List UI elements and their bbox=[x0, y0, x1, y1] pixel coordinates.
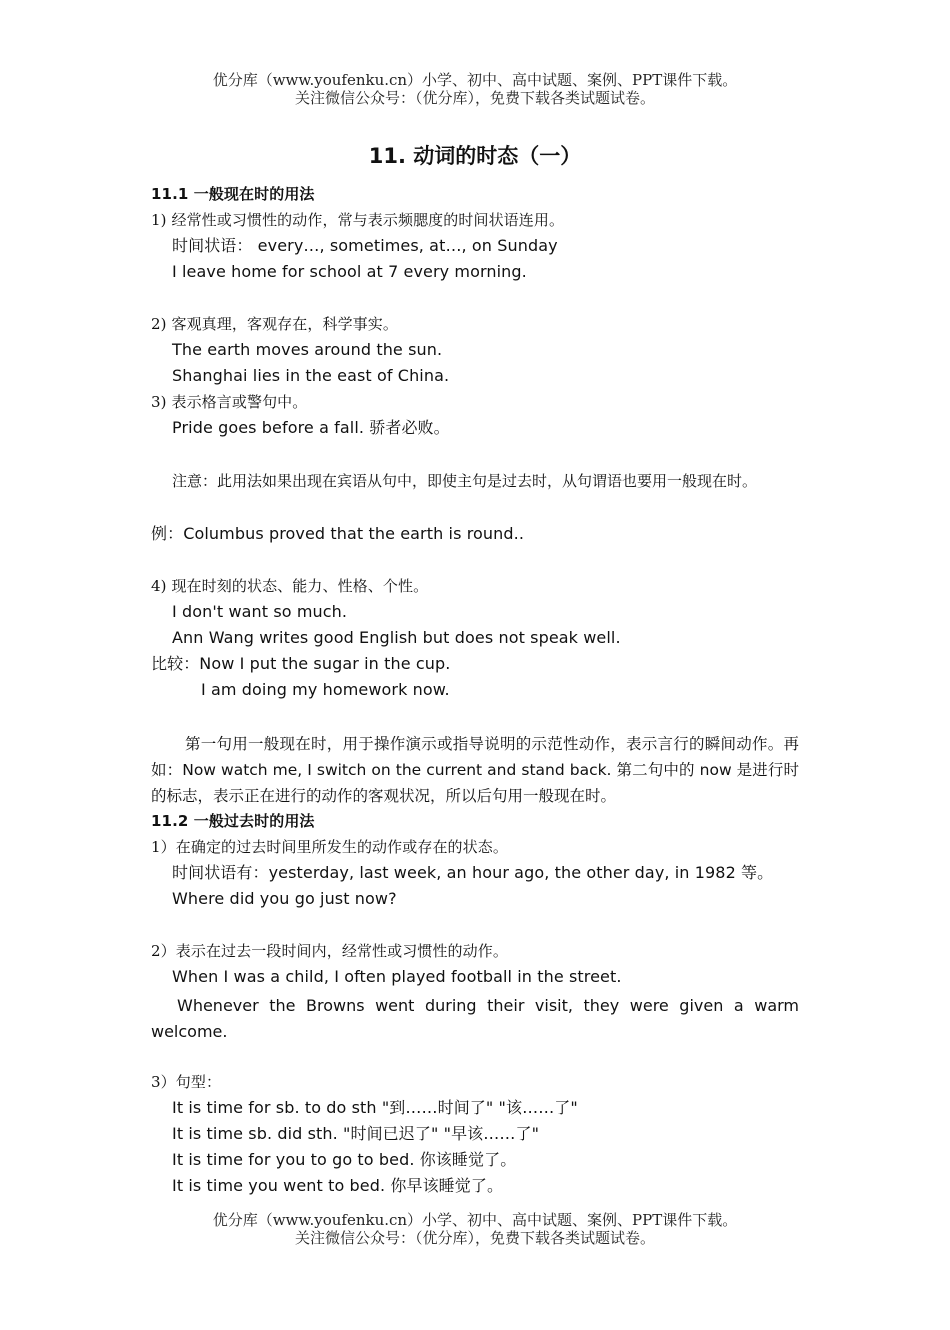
past-rule-1-label: 1）在确定的过去时间里所发生的动作或存在的状态。 bbox=[151, 838, 508, 856]
footer-line-1: 优分库（www.youfenku.cn）小学、初中、高中试题、案例、PPT课件下载。 bbox=[212, 1211, 738, 1229]
rule-3-label: 3) 表示格言或警句中。 bbox=[151, 393, 308, 411]
explanation-paragraph: 第一句用一般现在时，用于操作演示或指导说明的示范性动作，表示言行的瞬间动作。再如：Now watch me, I switch on the current and stand back. 第二句中的 now 是进行时的标志，表示正在进行的动作的客观状况，所以后句用一般现在时。 bbox=[151, 735, 799, 805]
past-rule-2-example-1: When I was a child, I often played football in the street. bbox=[172, 967, 622, 986]
rule-2-label: 2) 客观真理，客观存在，科学事实。 bbox=[151, 315, 398, 333]
header-line-2: 关注微信公众号：（优分库），免费下载各类试题试卷。 bbox=[294, 89, 655, 107]
page-footer bbox=[0, 1211, 950, 1247]
header-line-1: 优分库（www.youfenku.cn）小学、初中、高中试题、案例、PPT课件下载。 bbox=[212, 71, 738, 89]
section-heading-11-2: 11.2 一般过去时的用法 bbox=[151, 812, 315, 830]
rule-1-adverbials: 时间状语： every…, sometimes, at…, on Sunday bbox=[172, 236, 558, 255]
page-header bbox=[0, 71, 950, 107]
past-rule-1-example: Where did you go just now? bbox=[172, 889, 397, 908]
note-example: 例：Columbus proved that the earth is round.. bbox=[151, 524, 525, 543]
past-rule-2-label: 2）表示在过去一段时间内，经常性或习惯性的动作。 bbox=[151, 942, 508, 960]
rule-1-label: 1) 经常性或习惯性的动作，常与表示频腮度的时间状语连用。 bbox=[151, 211, 565, 229]
footer-line-2: 关注微信公众号：（优分库），免费下载各类试题试卷。 bbox=[294, 1229, 655, 1247]
rule-1-example: I leave home for school at 7 every morning. bbox=[172, 262, 527, 281]
past-rule-2-example-2: Whenever the Browns went during their visit, they were given a warm welcome. bbox=[151, 996, 799, 1041]
rule-2-example-1: The earth moves around the sun. bbox=[172, 340, 443, 359]
compare-line-1: 比较：Now I put the sugar in the cup. bbox=[151, 654, 451, 673]
rule-4-example-2: Ann Wang writes good English but does not speak well. bbox=[172, 628, 621, 647]
past-rule-3-label: 3）句型： bbox=[151, 1073, 222, 1091]
past-rule-1-adverbials: 时间状语有：yesterday, last week, an hour ago, the other day, in 1982 等。 bbox=[172, 863, 774, 882]
note-paragraph: 注意：此用法如果出现在宾语从句中，即使主句是过去时，从句谓语也要用一般现在时。 bbox=[172, 472, 758, 490]
rule-4-label: 4) 现在时刻的状态、能力、性格、个性。 bbox=[151, 577, 429, 595]
rule-2-example-2: Shanghai lies in the east of China. bbox=[172, 366, 450, 385]
pattern-line-2: It is time sb. did sth. "时间已迟了" "早该……了" bbox=[172, 1124, 540, 1143]
rule-3-example: Pride goes before a fall. 骄者必败。 bbox=[172, 418, 450, 437]
pattern-line-3: It is time for you to go to bed. 你该睡觉了。 bbox=[172, 1150, 517, 1169]
pattern-line-1: It is time for sb. to do sth "到……时间了" "该……了" bbox=[172, 1098, 578, 1117]
section-heading-11-1: 11.1 一般现在时的用法 bbox=[151, 185, 315, 203]
pattern-line-4: It is time you went to bed. 你早该睡觉了。 bbox=[172, 1176, 504, 1195]
page-title: 11. 动词的时态（一） bbox=[368, 144, 582, 168]
rule-4-example-1: I don't want so much. bbox=[172, 602, 348, 621]
compare-line-2: I am doing my homework now. bbox=[201, 680, 450, 699]
